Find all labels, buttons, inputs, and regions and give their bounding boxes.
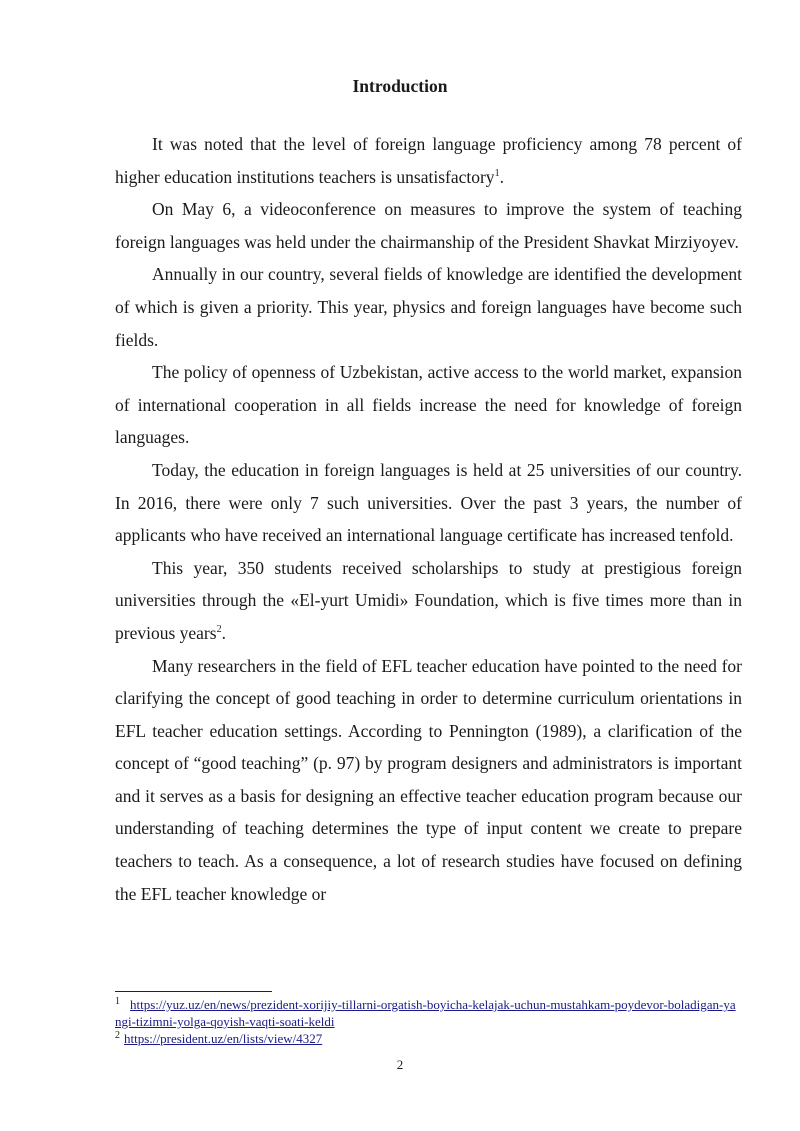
paragraph-7: Many researchers in the field of EFL teacher education have pointed to the need for clarifying the concept of good teaching in order to determine curriculum orientations in EFL teacher education settings. According to Pennington (1989), a clarification of the concept of “good teaching” (p. 97) by program designers and administrators is important and it serves as a basis for designing an effective teacher education program because our understanding of teaching determines the type of input content we create to prepare teachers to teach. As a consequence, a lot of research studies have focused on defining the EFL teacher knowledge or	[115, 655, 742, 904]
paragraph-1-text: It was noted that the level of foreign language proficiency among 78 percent of higher education institutions teachers is unsatisfactory	[115, 134, 742, 187]
paragraph-4: The policy of openness of Uzbekistan, active access to the world market, expansion of international cooperation in all fields increase the need for knowledge of foreign languages.	[115, 362, 742, 448]
paragraph-6	[115, 552, 742, 650]
paragraph-2: On May 6, a videoconference on measures to improve the system of teaching foreign languages was held under the chairmanship of the President Shavkat Mirziyoyev.	[115, 199, 742, 252]
footnote-ref-1[interactable]: 1	[494, 167, 500, 179]
paragraph-6-end: .	[221, 622, 226, 643]
body-text	[115, 128, 742, 910]
footnote-ref-2[interactable]: 2	[216, 624, 222, 636]
paragraph-1-end: .	[499, 166, 504, 187]
footnote-1-link[interactable]: https://yuz.uz/en/news/prezident-xorijiy-tillarni-orgatish-boyicha-kelajak-uchun-mustahkam-poydevor-boladigan-yangi-tizimni-yolga-qoyish-vaqti-soati-keldi	[115, 997, 736, 1029]
footnote-2-link[interactable]: https://president.uz/en/lists/view/4327	[124, 1031, 323, 1046]
paragraph-6-text: This year, 350 students received scholarships to study at prestigious foreign universities through the «El-yurt Umidi» Foundation, which is five times more than in previous years	[115, 557, 742, 643]
footnote-2-number: 2	[115, 1029, 120, 1041]
section-heading: Introduction	[352, 76, 448, 96]
page-number: 2	[396, 1057, 404, 1072]
paragraph-1	[115, 128, 742, 193]
paragraph-3: Annually in our country, several fields of knowledge are identified the development of which is given a priority. This year, physics and foreign languages have become such fields.	[115, 264, 742, 350]
footnote-divider	[115, 991, 272, 992]
footnote-2	[115, 1030, 742, 1047]
paragraph-5: Today, the education in foreign languages is held at 25 universities of our country. In 2016, there were only 7 such universities. Over the past 3 years, the number of applicants who have received an international language certificate has increased tenfold.	[115, 459, 742, 546]
footnote-1	[115, 996, 742, 1030]
footnotes	[115, 996, 742, 1047]
footnote-1-number: 1	[115, 995, 120, 1007]
